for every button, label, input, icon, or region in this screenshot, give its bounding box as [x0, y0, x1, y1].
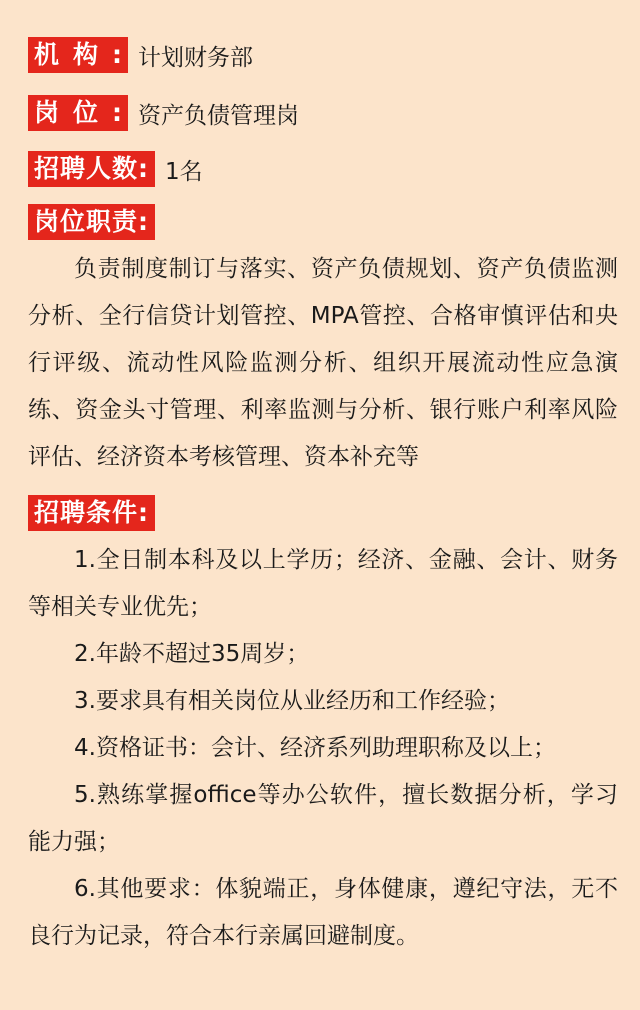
- field-headcount: [28, 148, 618, 190]
- duties-text: 负责制度制订与落实、资产负债规划、资产负债监测分析、全行信贷计划管控、MPA管控、合格审慎评估和央行评级、流动性风险监测分析、组织开展流动性应急演练、资金头寸管理、利率监测与分析、银行账户利率风险评估、经济资本考核管理、资本补充等: [28, 256, 618, 470]
- field-institution: [28, 34, 618, 76]
- institution-value: 计划财务部: [138, 44, 254, 71]
- requirement-item: 2.年龄不超过35周岁；: [74, 641, 310, 667]
- field-position: [28, 92, 618, 134]
- institution-label: 机构:: [28, 37, 128, 73]
- requirements-header: [28, 495, 618, 531]
- requirement-item: 3.要求具有相关岗位从业经历和工作经验；: [74, 688, 510, 714]
- requirements-label: 招聘条件:: [28, 495, 155, 531]
- headcount-value: 1名: [165, 158, 203, 185]
- duties-header: [28, 204, 618, 240]
- requirement-item: 5.熟练掌握office等办公软件，擅长数据分析，学习能力强；: [28, 782, 618, 855]
- job-posting: [28, 34, 618, 960]
- requirement-item: 4.资格证书：会计、经济系列助理职称及以上；: [74, 735, 556, 761]
- headcount-label: 招聘人数:: [28, 151, 155, 187]
- duties-label: 岗位职责:: [28, 204, 155, 240]
- requirement-item: 6.其他要求：体貌端正，身体健康，遵纪守法，无不良行为记录，符合本行亲属回避制度。: [28, 876, 618, 949]
- requirement-item: 1.全日制本科及以上学历；经济、金融、会计、财务等相关专业优先；: [28, 547, 618, 620]
- position-value: 资产负债管理岗: [138, 102, 300, 129]
- requirements-list: [28, 537, 618, 960]
- position-label: 岗位:: [28, 95, 128, 131]
